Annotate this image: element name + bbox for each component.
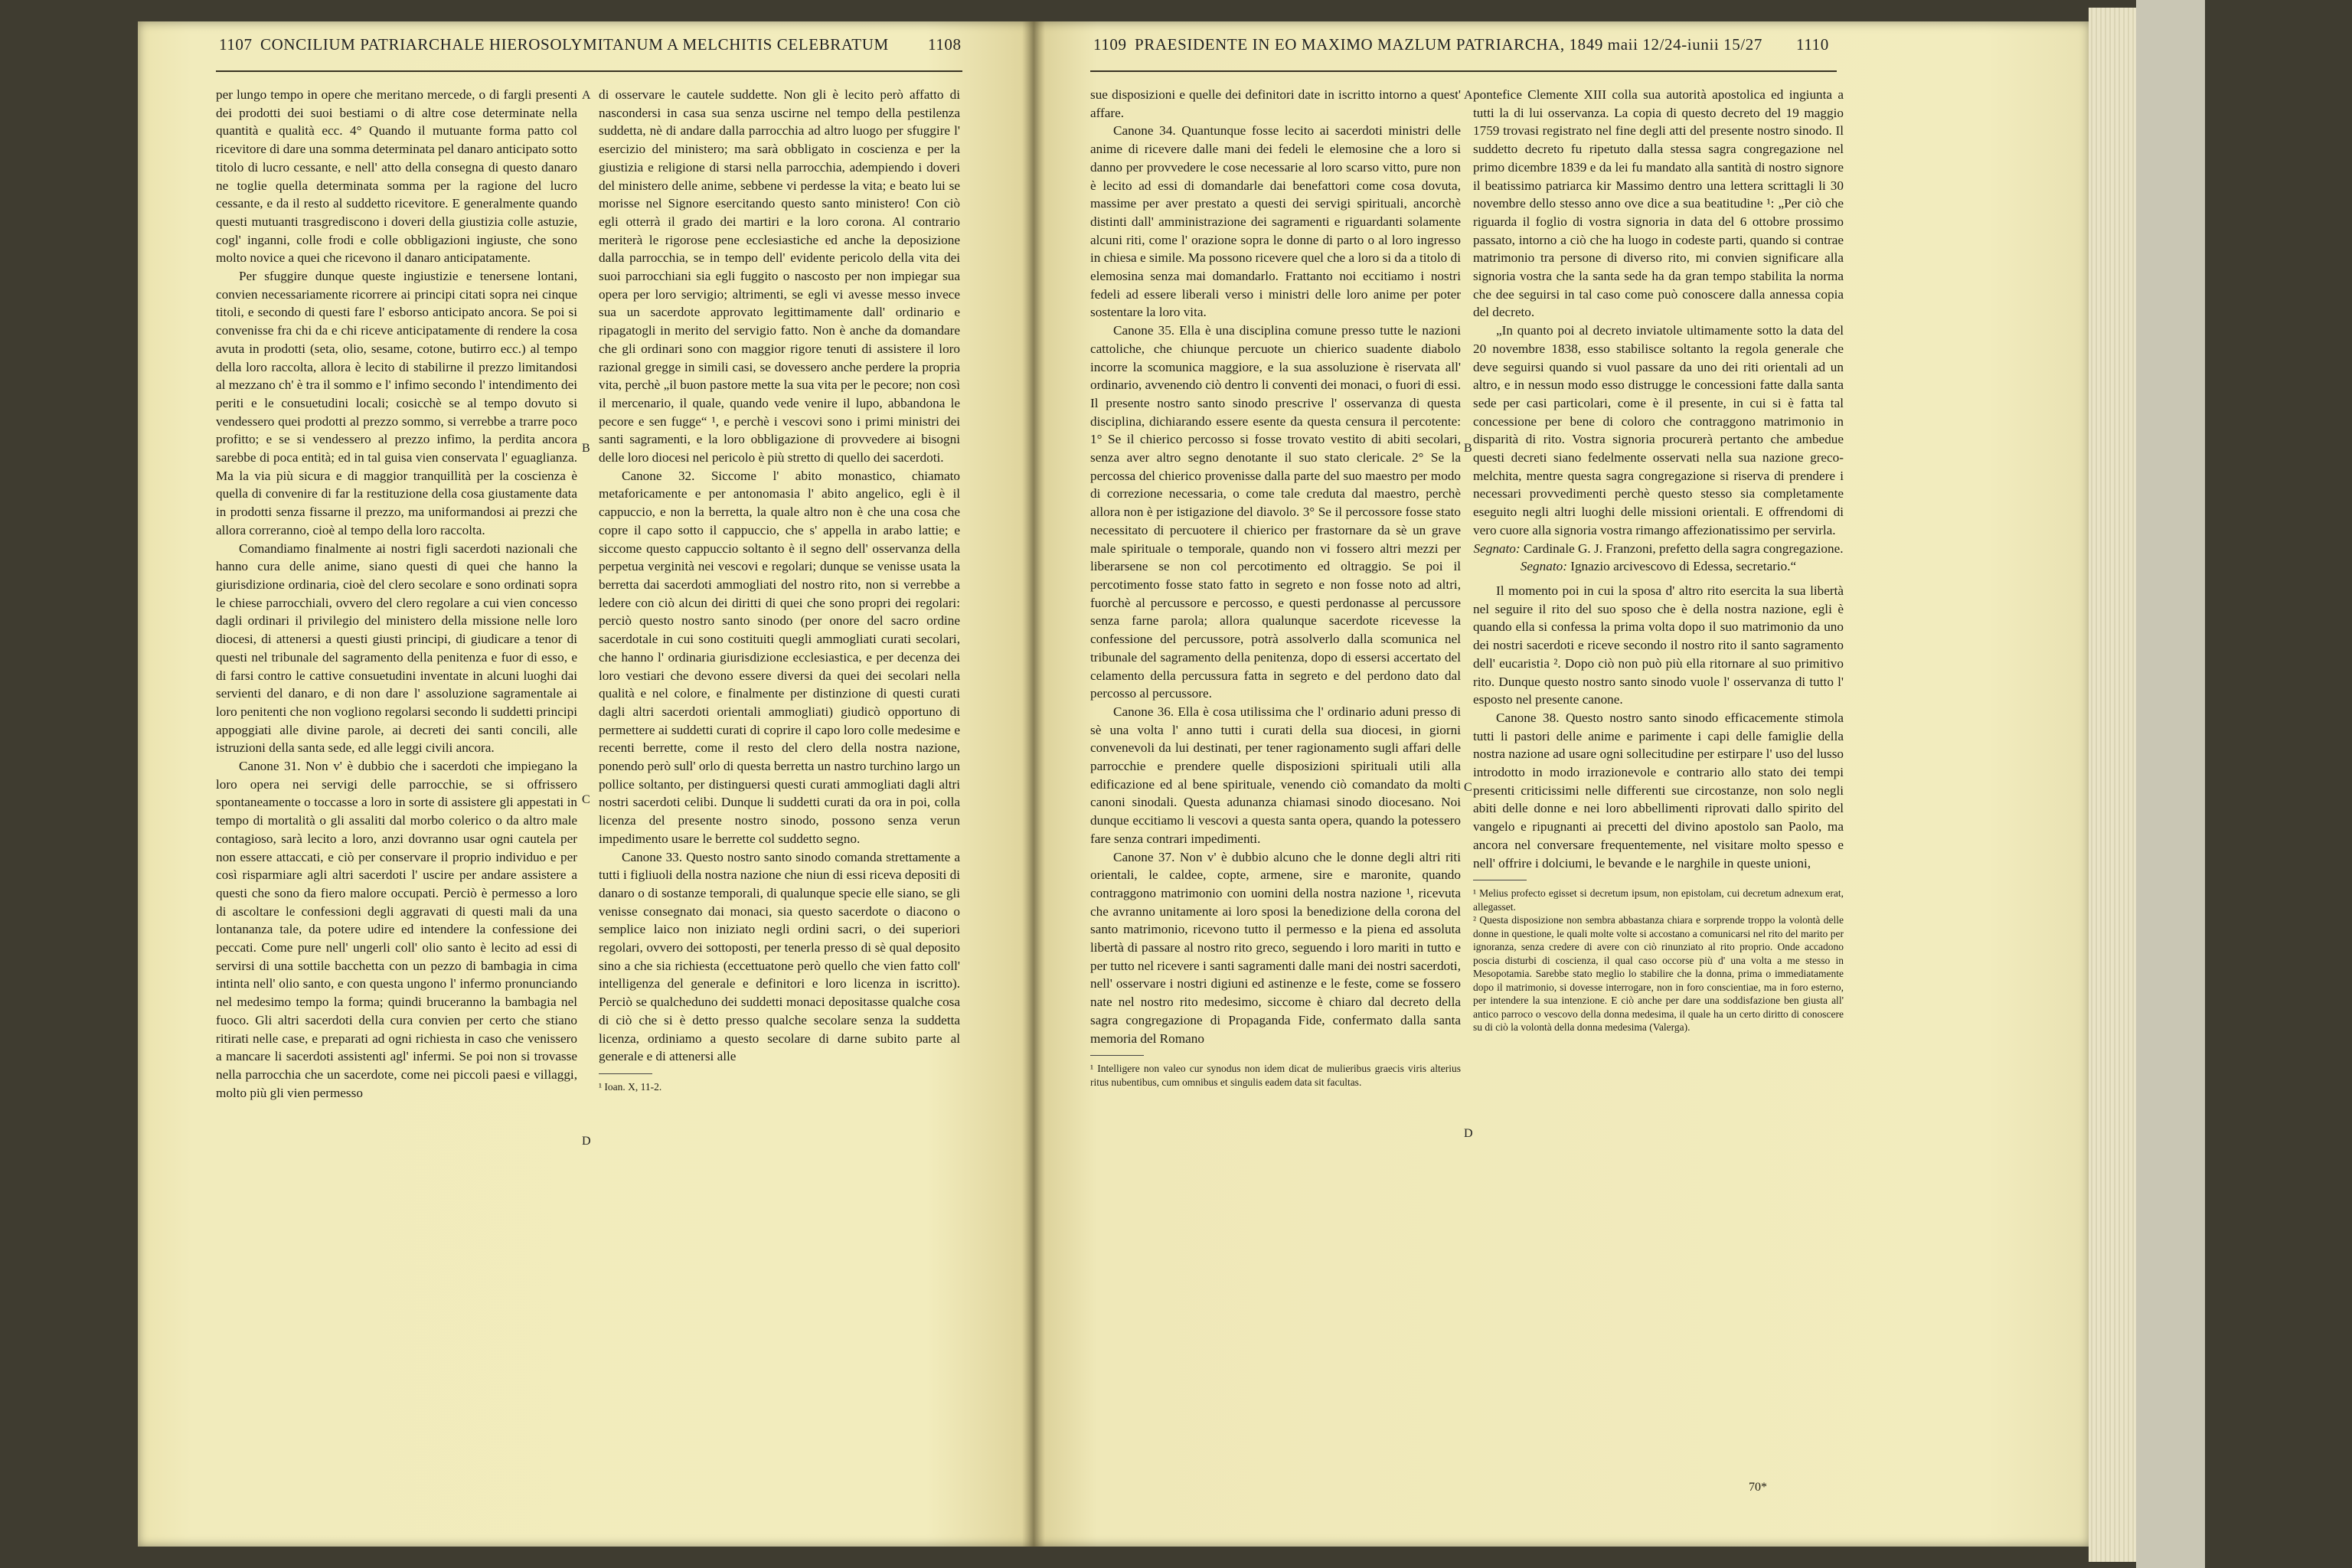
page-edges bbox=[2089, 8, 2136, 1562]
left-column-1 bbox=[216, 86, 577, 1102]
signed-text: Cardinale G. J. Franzoni, prefetto della sagra congregazione. bbox=[1523, 541, 1844, 556]
paragraph: Il momento poi in cui la sposa d' altro rito esercita la sua libertà nel seguire il rito del suo sposo che è della nostra nazione, egli è quando ella si confessa la prima volta dopo il suo matrimonio da uno dei nostri sacerdoti e riceve secondo il nostro rito il santo sagramento dell' eucaristia ². Dopo ciò non può più ella ritornare al suo primitivo rito. Dunque questo nostro santo sinodo vuole l' osservanza di tutto l' esposto nel presente canone. bbox=[1473, 583, 1844, 707]
right-header-title: PRAESIDENTE IN EO MAXIMO MAZLUM PATRIARCHA, 1849 maii 12/24-iunii 15/27 bbox=[1135, 35, 1762, 54]
paragraph: Canone 38. Questo nostro santo sinodo efficacemente stimola tutti li pastori delle anime e parimente i capi delle famiglie della nostra nazione ad usare ogni sollecitudine per estirpare l' uso del lusso introdotto in modo irrazionevole e contrario allo stato dei tempi presenti criticissimi nelle differenti sue circostanze, non solo negli abiti delle donne e nei loro abbellimenti riprovati dallo spirito del vangelo e ripugnanti ai precetti del divino apostolo san Paolo, ma ancora nel conversare frequentemente, nel visitare molto spesso e nell' offrire i dolciumi, le bevande e le narghile in queste unioni, bbox=[1473, 710, 1844, 871]
paragraph: „In quanto poi al decreto inviatole ultimamente sotto la data del 20 novembre 1838, esso stabilisce soltanto la regola generale che deve seguirsi quando si vuol passare da uno dei riti orientali ad un altro, e in nessun modo esso distrugge le concessioni fatte dalla santa sede per casi particolari, come è il presente, in cui si è fatta tal concessione per bene di coloro che contraggono matrimonio in disparità di rito. Vostra signoria procurerà pertanto che ambedue questi decreti siano fedelmente osservati nella sua nazione greco-melchita, mentre questa sagra congregazione si riserva di prendere i necessari provvedimenti perchè questo stesso sia completamente eseguito negli altri luoghi delle missioni orientali. E offrendomi di vero cuore alla signoria vostra rimango affezionatissimo per servirla. bbox=[1473, 323, 1844, 537]
left-header-title: CONCILIUM PATRIARCHALE HIEROSOLYMITANUM A MELCHITIS CELEBRATUM bbox=[260, 35, 889, 54]
right-header-rule bbox=[1090, 70, 1837, 72]
footnote: ¹ Ioan. X, 11-2. bbox=[599, 1080, 662, 1093]
signed-text: Ignazio arcivescovo di Edessa, secretario.“ bbox=[1570, 559, 1797, 574]
left-header-page-number-2: 1108 bbox=[928, 35, 962, 54]
margin-marker-a: A bbox=[1464, 89, 1473, 102]
footnote-rule bbox=[1090, 1055, 1144, 1056]
right-column-1 bbox=[1090, 86, 1461, 1089]
footnote: ² Questa disposizione non sembra abbastanza chiara e sorprende troppo la volontà delle donne in questione, le quali molte volte si accostano a comunicarsi nel rito del marito per ignoranza, senza credere di avere con ciò rinunziato al rito proprio. Onde accadono poscia disturbi di coscienza, il qual caso occorse più d' una volta a me stesso in Mesopotamia. Sarebbe stato meglio lo stabilire che la donna, prima o immediatamente dopo il matrimonio, si dovesse interrogare, non in foro conscientiae, ma in foro esterno, per intendere la sua intenzione. E ciò anche per dare una soddisfazione ben giusta all' antico parroco o vescovo della donna medesima, il quale ha un certo diritto di conoscere su di ciò la volontà della donna medesima (Valerga). bbox=[1473, 914, 1844, 1034]
paragraph: Canone 37. Non v' è dubbio alcuno che le donne degli altri riti orientali, le caldee, copte, armene, sire e maronite, quando contraggono matrimonio con uomini della nostra nazione ¹, ricevuta che avranno unitamente ai loro sposi la benedizione della corona del santo matrimonio, ricevono tutto il permesso e la piena ed assoluta libertà di passare al nostro rito greco, seguendo i loro mariti in tutto e per tutto nel ricevere i santi sagramenti dalle mani dei nostri sacerdoti, nell' osservare i nostri digiuni ed astinenze e le feste, come se fossero nate nel nostro rito medesimo, siccome è chiaro dal decreto della sagra congregazione di Propaganda Fide, confermato dalla santa memoria del Romano bbox=[1090, 849, 1461, 1046]
right-header-page-number-2: 1110 bbox=[1796, 35, 1829, 54]
book-cover-edge bbox=[2136, 0, 2205, 1568]
paragraph: Per sfuggire dunque queste ingiustizie e tenersene lontani, convien necessariamente ricorrere ai principi citati sopra nei cinque titoli, e secondo di questi fare l' esborso anticipato ancora. Se poi si convenisse fra chi da e chi riceve anticipatamente di rendere la cosa avuta in prodotti (seta, olio, sesame, cotone, butirro ecc.) al tempo della loro raccolta, allora è lecito di stabilirne il prezzo limitandosi al mezzano ch' è tra il sommo e l' infimo secondo l' intendimento dei periti e le consuetudini locali; cosicchè se al tempo dovuto si vendessero quei prodotti al prezzo sommo, si verrebbe a trarre poco profitto; e se si vendessero al prezzo infimo, la perdita ancora sarebbe di poca entità; ed in tal guisa vien conservata l' eguaglianza. Ma la via più sicura e di maggior tranquillità per la coscienza è quella di convenire di far la restituzione della cosa giustamente data in prodotti senza fissarne il prezzo, ma uniformandosi ai prezzi che allora correranno, cioè al tempo della loro raccolta. bbox=[216, 269, 577, 537]
left-header-page-number: 1107 bbox=[219, 35, 253, 54]
margin-marker-b: B bbox=[582, 442, 590, 455]
footnote: ¹ Intelligere non valeo cur synodus non idem dicat de mulieribus graecis viris alterius ritus nubentibus, cum omnibus et singulis eadem data sit facultas. bbox=[1090, 1063, 1461, 1088]
paragraph: Canone 36. Ella è cosa utilissima che l' ordinario aduni presso di sè una volta l' anno tutti i curati della sua diocesi, in giorni convenevoli da lui destinati, per tener ragionamento sugli affari delle parrocchie e prendere quelle disposizioni spirituali utili alla edificazione ed al bene spirituale, venendo ciò comandato da molti canoni sinodali. Questa adunanza chiamasi sinodo diocesano. Noi dunque eccitiamo li vescovi a questa santa opera, quando la potessero fare senza contrari impedimenti. bbox=[1090, 704, 1461, 846]
margin-marker-a: A bbox=[582, 89, 591, 102]
margin-marker-d: D bbox=[582, 1135, 591, 1148]
book-gutter bbox=[1022, 21, 1045, 1547]
paragraph: Canone 32. Siccome l' abito monastico, chiamato metaforicamente e per antonomasia l' abito angelico, egli è il cappuccio, e non la berretta, la quale altro non è che una cosa che copre il capo sotto il cappuccio, che s' appella in arabo lattie; e siccome questo cappuccio soltanto è il segno dell' osservanza della perpetua verginità nei vescovi e regolari; dunque se venisse usata la berretta dai sacerdoti ammogliati del nostro rito, non si verrebbe a ledere con ciò alcun dei diritti di quei che sono propri dei regolari: perciò questo nostro santo sinodo (per onore del sacro ordine sacerdotale in cui sono costituiti quegli ammogliati curati secolari, che hanno l' ordinaria giurisdizione ecclesiastica, e per decenza dei loro vestiari che devono essere diversi da quei dei secolari nella qualità e nel colore, e finalmente per distinzione di questi curati dagli altri sacerdoti orientali ammogliati) giudicò opportuno di permettere ai suddetti curati di coprire il capo loro colle medesime e recenti berrette, come il resto del clero della nostra nazione, ponendo però sull' orlo di questa berretta un nastro turchino largo un pollice soltanto, per distinguersi questi curati ammogliati dagli altri nostri sacerdoti celibi. Dunque li suddetti curati da ora in poi, colla licenza del presente nostro sinodo, possono senza verun impedimento usare le berrette col suddetto segno. bbox=[599, 468, 960, 846]
left-column-2 bbox=[599, 86, 960, 1093]
signature-line-1 bbox=[1473, 540, 1844, 558]
right-header-page-number: 1109 bbox=[1093, 35, 1127, 54]
left-header-rule bbox=[216, 70, 962, 72]
paragraph: per lungo tempo in opere che meritano mercede, o di fargli presenti dei prodotti dei suoi bestiami o di altre cose determinate nella quantità e qualità ecc. 4° Quando il mutuante forma patto col ricevitore di dare una somma determinata pel danaro anticipato sotto titolo di lucro cessante, e nell' atto della consegna di questo danaro ne toglie quella determinata somma per la ragione del lucro cessante, e da il resto al suddetto ricevitore. E generalmente quando questi mutuanti trasgrediscono i doveri della giustizia colle astuzie, cogl' inganni, colle frodi e colle obbligazioni ingiuste, che sono molto novice a quei che ricevono il danaro anticipatamente. bbox=[216, 87, 578, 266]
margin-marker-c: C bbox=[582, 793, 590, 806]
signature-mark: 70* bbox=[1749, 1481, 1767, 1494]
signature-line-2 bbox=[1473, 557, 1844, 576]
paragraph: pontefice Clemente XIII colla sua autorità apostolica ed ingiunta a tutti la di lui osservanza. La copia di questo decreto del 19 maggio 1759 trovasi registrato nel fine degli atti del presente nostro sinodo. Il suddetto decreto fu ripetuto dalla stessa sagra congregazione nel primo dicembre 1839 e da lei fu mandato alla santità di nostro signore il beatissimo patriarca kir Massimo dentro una lettera scrittagli li 30 novembre dello stesso anno ove dice a sua beatitudine ¹: „Per ciò che riguarda il foglio di vostra signoria in data del 6 ottobre prossimo passato, intorno a ciò che ha luogo in codeste parti, quando si contrae matrimonio tra persone di diverso rito, mi convien significare alla signoria vostra che la santa sede ha da gran tempo stabilita la norma che dee seguirsi in tal caso come può conoscere dalla annessa copia del decreto. bbox=[1473, 87, 1844, 320]
margin-marker-b: B bbox=[1464, 442, 1472, 455]
signed-label: Segnato: bbox=[1520, 559, 1567, 574]
paragraph: di osservare le cautele suddette. Non gli è lecito però affatto di nascondersi in casa sua senza uscirne nel tempo della pestilenza suddetta, nè di andare dalla parrocchia ad altro luogo per sfuggire l' esercizio del ministero; ma sarà obbligato in coscienza e per la giustizia e religione di starsi nella parrocchia, adempiendo i doveri del ministero delle anime, sebbene vi perdesse la vita; e beato lui se morisse nel Signore esercitando questo santo ministero! Con ciò egli otterrà il grado dei martiri e la loro corona. Al contrario meriterà le rigorose pene ecclesiastiche ed anche la deposizione dalla parrocchia, se in tempo dell' evidente pericolo della vita dei suoi parrocchiani sia egli fuggito o nascosto per non impiegar sua opera per loro servigio; altrimenti, se egli vi avesse messo invece sua un sacerdote approvato legittimamente dall' ordinario e ripagatogli in merito del servigio fatto. Non è anche da domandare che gli ordinari sono con maggior rigore tenuti di assistere il loro razional gregge in simili casi, se dovessero anche perdere la propria vita, perchè „il buon pastore mette la sua vita per le pecore; non così il mercenario, il quale, quando vede venire il lupo, abbandona le pecore e sen fugge“ ¹, e perchè i vescovi sono i primi ministri dei santi sagramenti, e la loro obbligazione di provvedere ai bisogni delle loro diocesi nel pericolo è più stretto di quello dei sacerdoti. bbox=[599, 87, 960, 466]
signed-label: Segnato: bbox=[1473, 541, 1521, 556]
paragraph: Comandiamo finalmente ai nostri figli sacerdoti nazionali che hanno cura delle anime, siano questi di quei che hanno la giurisdizione ordinaria, cioè del clero secolare e sono ordinati sopra le chiese parrocchiali, ovvero del clero regolare a cui vien concesso dagli ordinari il privilegio del ministero della missione nelle loro diocesi, di attenersi a questi giusti principi, di giudicare a tenor di questi nel tribunale del sagramento della penitenza e fuor di esso, e di farsi contro le cattive consuetudini inventate in alcuni luoghi dai servienti del danaro, e di non dare l' assoluzione sagramentale ai loro penitenti che non vogliono regolarsi secondo li suddetti principi appoggiati alle divine parole, ai decreti dei santi concili, alle istruzioni della santa sede, ed alle leggi civili ancora. bbox=[216, 541, 577, 756]
footnote-rule bbox=[599, 1073, 652, 1074]
margin-marker-c: C bbox=[1464, 781, 1472, 794]
right-column-2 bbox=[1473, 86, 1844, 1034]
paragraph: Canone 35. Ella è una disciplina comune presso tutte le nazioni cattoliche, che chiunque percuote un chierico suadente diabolo incorre la scomunica maggiore, e la sua assoluzione è riservata all' ordinario, avvenendo ciò dentro li conventi dei monaci, o fuori di essi. Il presente nostro santo sinodo prescrive l' osservanza di questa disciplina, dichiarando essere esente da questa censura il percotente: 1° Se il chierico percosso si fosse trovato vestito di abiti secolari, senza aver altro segno denotante il suo stato clericale. 2° Se la percossa del chierico provenisse dalla parte del suo maestro per modo di correzione necessaria, o come tale creduta dal maestro, perchè allora non è per istigazione del diavolo. 3° Se il percossore fosse stato necessitato di percuotere il chierico per frastornare da sè un grave male spirituale o temporale, quando non vi fossero altri mezzi per liberarsene se non col percotimento ed oltraggio. Se poi il percotimento fosse stato fatto in segreto e non fosse noto ad altri, fuorchè al percussore e percosso, e questi perdonasse al percussore senza farne parola; allora qualunque sacerdote ricevesse la confessione del percussore, potrà assolverlo dalla scomunica nel tribunale del sagramento della penitenza, dopo di essersi accertato del celamento della percussura fatta in segreto e del perdono dato dal percosso al percussore. bbox=[1090, 323, 1461, 701]
footnote: ¹ Melius profecto egisset si decretum ipsum, non epistolam, cui decretum adnexum erat, allegasset. bbox=[1473, 887, 1844, 913]
paragraph: Canone 31. Non v' è dubbio che i sacerdoti che impiegano la loro opera nei servigi delle parrocchie, se si offrissero spontaneamente o toccasse a loro in sorte di assistere gli appestati in tempo di mortalità o gli assaliti dal morbo colerico o da altro male contagioso, sarà lecito a loro, anzi dovranno usar ogni cautela per non essere attaccati, e ciò per conservare il proprio individuo e per così risparmiare agli altri sacerdoti l' uscire per andare assistere a questi che sono da fiero malore occupati. Perciò è permesso a loro di ascoltare le confessioni degli aggravati di questi mali da una lontananza tale, da potere udire ed intendere la confessione dei peccati. Come pure nell' ungerli coll' olio santo è lecito ad essi di servirsi di una sottile bacchetta con un pezzo di bambagia in cima intinta nell' olio santo, e con questa ungono l' infermo pronunciando nel medesimo tempo la forma; quindi bruceranno la bambagia nel fuoco. Gli altri sacerdoti della cura convien per certo che stiano ritirati nelle case, e preparati ad ogni richiesta in caso che venissero a mancare li sacerdoti assistenti agl' infermi. Se poi non si trovasse nella parrocchia che un sacerdote, come nei piccoli paesi e villaggi, molto più gli vien permesso bbox=[216, 759, 577, 1100]
paragraph: Canone 34. Quantunque fosse lecito ai sacerdoti ministri delle anime di ricevere dalle mani dei fedeli le elemosine che a loro si danno per provvedere le cose necessarie al loro scarso vitto, pure non è lecito ad essi di domandarle dai benefattori come cosa dovuta, massime per aver prestato a questi dei servigi spirituali, ancorchè distinti dall' amministrazione dei sagramenti e riguardanti solamente alcuni riti, come l' orazione sopra le donne di parto o al loro ingresso in chiesa e simile. Ma possono ricevere quel che a loro si da a titolo di elemosina senza mai domandarlo. Frattanto noi eccitiamo i nostri fedeli ad essere liberali verso i ministri delle loro anime per poter sostentare la loro vita. bbox=[1090, 123, 1461, 320]
paragraph: sue disposizioni e quelle dei definitori date in iscritto intorno a quest' affare. bbox=[1090, 87, 1461, 120]
margin-marker-d: D bbox=[1464, 1127, 1473, 1140]
paragraph: Canone 33. Questo nostro santo sinodo comanda strettamente a tutti i figliuoli della nostra nazione che niun di essi riceva depositi di danaro o di sostanze temporali, di qualunque specie elle siano, se gli venisse consegnato dai monaci, sia questo sacerdote o diacono o semplice laico non iniziato negli ordini sacri, o dei superiori regolari, ovvero dei sottoposti, per tenerla presso di sè qual deposito sino a che sia richiesta (eccettuatone però quello che vien fatto coll' intelligenza del generale e definitori e loro licenza in iscritto). Perciò se qualcheduno dei suddetti monaci depositasse qualche cosa di ciò che si è detto presso qualche secolare senza la suddetta licenza, ordiniamo a questo secolare di darne subito parte al generale e di attenersi alle bbox=[599, 849, 960, 1064]
